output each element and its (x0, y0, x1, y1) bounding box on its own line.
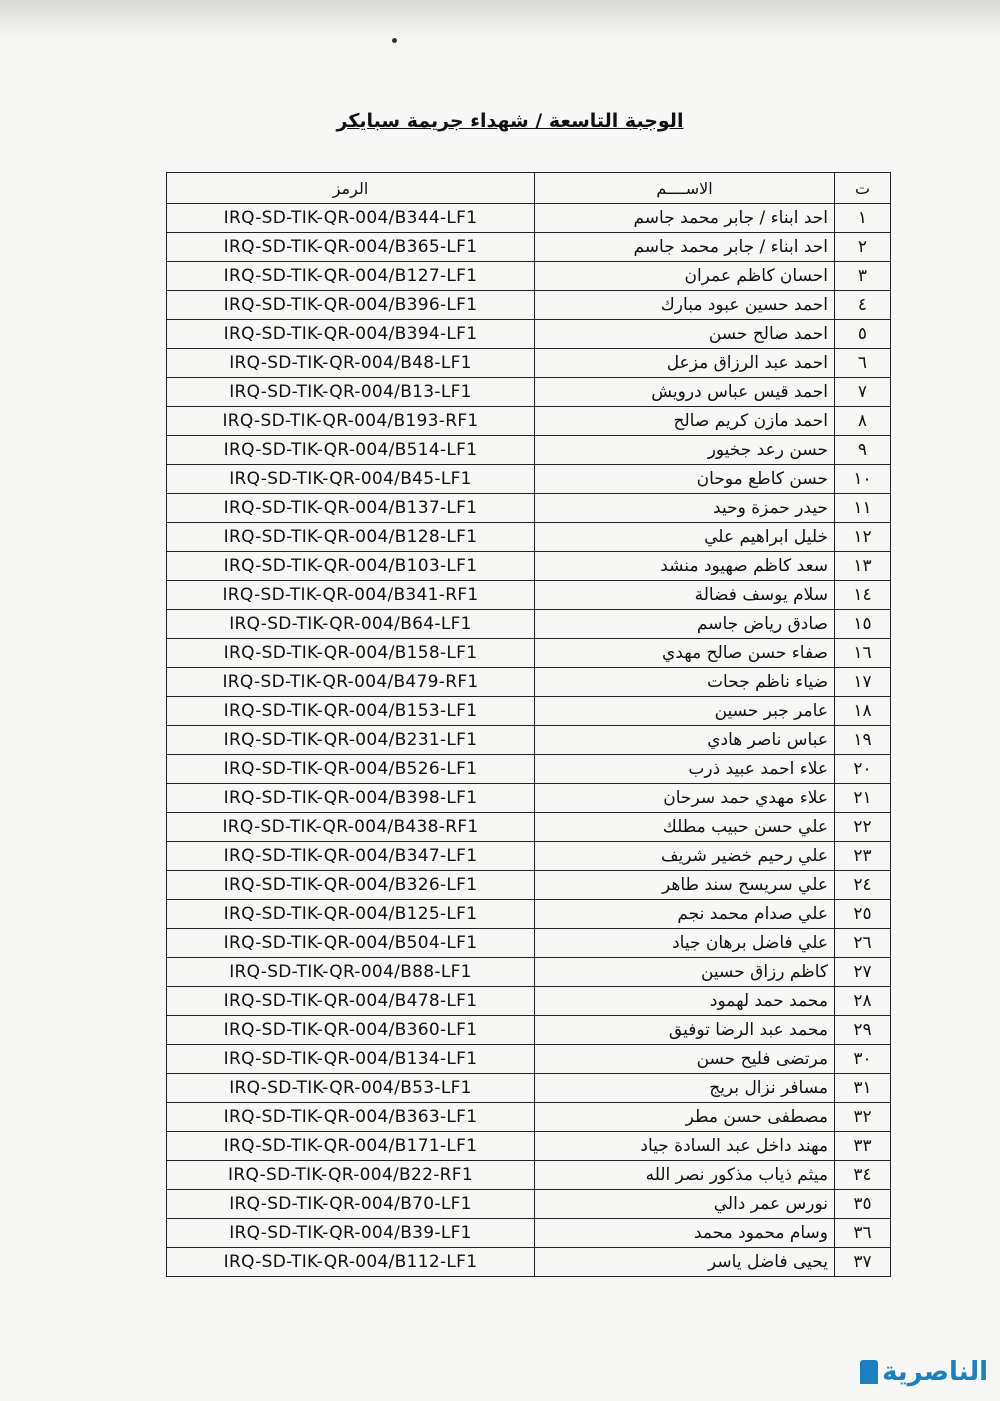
row-code: IRQ-SD-TIK-QR-004/B48-LF1 (167, 349, 535, 378)
table-row (167, 494, 891, 523)
row-code: IRQ-SD-TIK-QR-004/B171-LF1 (167, 1132, 535, 1161)
table-row (167, 871, 891, 900)
row-name: علي حسن حبيب مطلك (535, 813, 835, 842)
table-row (167, 465, 891, 494)
row-code: IRQ-SD-TIK-QR-004/B64-LF1 (167, 610, 535, 639)
row-code: IRQ-SD-TIK-QR-004/B13-LF1 (167, 378, 535, 407)
row-number: ١ (835, 204, 891, 233)
table-row (167, 1016, 891, 1045)
table-row (167, 958, 891, 987)
row-number: ٣٥ (835, 1190, 891, 1219)
table-row (167, 813, 891, 842)
table-row (167, 436, 891, 465)
row-number: ٣١ (835, 1074, 891, 1103)
row-name: علاء مهدي حمد سرحان (535, 784, 835, 813)
row-code: IRQ-SD-TIK-QR-004/B112-LF1 (167, 1248, 535, 1277)
row-code: IRQ-SD-TIK-QR-004/B45-LF1 (167, 465, 535, 494)
row-number: ٢٤ (835, 871, 891, 900)
row-number: ١٥ (835, 610, 891, 639)
row-number: ٣٠ (835, 1045, 891, 1074)
row-name: علي صدام محمد نجم (535, 900, 835, 929)
row-number: ١٤ (835, 581, 891, 610)
row-code: IRQ-SD-TIK-QR-004/B347-LF1 (167, 842, 535, 871)
row-number: ٢٩ (835, 1016, 891, 1045)
row-number: ٣٦ (835, 1219, 891, 1248)
table-row (167, 1074, 891, 1103)
row-number: ١١ (835, 494, 891, 523)
column-header-name: الاســــم (535, 173, 835, 204)
row-number: ٣٧ (835, 1248, 891, 1277)
scan-speck (392, 38, 397, 43)
row-number: ٢٦ (835, 929, 891, 958)
row-name: سلام يوسف فضالة (535, 581, 835, 610)
table-row (167, 378, 891, 407)
table-row (167, 1248, 891, 1277)
row-name: احد ابناء / جابر محمد جاسم (535, 233, 835, 262)
row-number: ٢٥ (835, 900, 891, 929)
row-number: ٢٣ (835, 842, 891, 871)
row-number: ٧ (835, 378, 891, 407)
row-number: ٢٧ (835, 958, 891, 987)
row-code: IRQ-SD-TIK-QR-004/B365-LF1 (167, 233, 535, 262)
row-number: ٤ (835, 291, 891, 320)
row-code: IRQ-SD-TIK-QR-004/B478-LF1 (167, 987, 535, 1016)
row-number: ٢ (835, 233, 891, 262)
table-row (167, 581, 891, 610)
row-name: حسن رعد جخيور (535, 436, 835, 465)
table-row (167, 755, 891, 784)
row-name: يحيى فاضل ياسر (535, 1248, 835, 1277)
row-number: ٢١ (835, 784, 891, 813)
table-row (167, 900, 891, 929)
row-number: ١٩ (835, 726, 891, 755)
row-name: خليل ابراهيم علي (535, 523, 835, 552)
row-name: مسافر نزال بريج (535, 1074, 835, 1103)
table-row (167, 233, 891, 262)
table-row (167, 668, 891, 697)
row-code: IRQ-SD-TIK-QR-004/B526-LF1 (167, 755, 535, 784)
table-row (167, 1045, 891, 1074)
row-name: احمد قيس عباس درويش (535, 378, 835, 407)
row-name: علي سريسح سند طاهر (535, 871, 835, 900)
row-number: ٨ (835, 407, 891, 436)
row-code: IRQ-SD-TIK-QR-004/B125-LF1 (167, 900, 535, 929)
table-row (167, 1103, 891, 1132)
scan-edge-shadow (0, 0, 1000, 40)
row-name: صفاء حسن صالح مهدي (535, 639, 835, 668)
row-code: IRQ-SD-TIK-QR-004/B326-LF1 (167, 871, 535, 900)
row-name: مهند داخل عبد السادة جياد (535, 1132, 835, 1161)
row-name: احمد حسين عبود مبارك (535, 291, 835, 320)
table-row (167, 204, 891, 233)
row-name: حيدر حمزة وحيد (535, 494, 835, 523)
row-name: ميثم ذياب مذكور نصر الله (535, 1161, 835, 1190)
row-number: ٣٢ (835, 1103, 891, 1132)
row-number: ٢٠ (835, 755, 891, 784)
row-code: IRQ-SD-TIK-QR-004/B103-LF1 (167, 552, 535, 581)
table-row (167, 1132, 891, 1161)
column-header-number: ت (835, 173, 891, 204)
row-name: عباس ناصر هادي (535, 726, 835, 755)
row-number: ٥ (835, 320, 891, 349)
row-code: IRQ-SD-TIK-QR-004/B344-LF1 (167, 204, 535, 233)
logo-mark-icon (860, 1360, 878, 1384)
row-code: IRQ-SD-TIK-QR-004/B128-LF1 (167, 523, 535, 552)
table-header-row (167, 173, 891, 204)
row-name: كاظم رزاق حسين (535, 958, 835, 987)
row-code: IRQ-SD-TIK-QR-004/B514-LF1 (167, 436, 535, 465)
row-name: احمد عبد الرزاق مزعل (535, 349, 835, 378)
row-number: ٦ (835, 349, 891, 378)
table-row (167, 610, 891, 639)
table-row (167, 523, 891, 552)
table-row (167, 262, 891, 291)
row-code: IRQ-SD-TIK-QR-004/B231-LF1 (167, 726, 535, 755)
row-name: حسن كاطع موحان (535, 465, 835, 494)
row-number: ٣٣ (835, 1132, 891, 1161)
row-code: IRQ-SD-TIK-QR-004/B193-RF1 (167, 407, 535, 436)
document-title: الوجبة التاسعة / شهداء جريمة سبايكر (336, 110, 684, 132)
table-row (167, 842, 891, 871)
row-number: ١٧ (835, 668, 891, 697)
table-row (167, 697, 891, 726)
row-name: محمد حمد لهمود (535, 987, 835, 1016)
table-row (167, 726, 891, 755)
row-code: IRQ-SD-TIK-QR-004/B39-LF1 (167, 1219, 535, 1248)
row-code: IRQ-SD-TIK-QR-004/B22-RF1 (167, 1161, 535, 1190)
site-logo (860, 1357, 988, 1387)
row-code: IRQ-SD-TIK-QR-004/B134-LF1 (167, 1045, 535, 1074)
table-row (167, 1190, 891, 1219)
row-code: IRQ-SD-TIK-QR-004/B53-LF1 (167, 1074, 535, 1103)
table-row (167, 320, 891, 349)
table-row (167, 784, 891, 813)
row-code: IRQ-SD-TIK-QR-004/B396-LF1 (167, 291, 535, 320)
row-name: مصطفى حسن مطر (535, 1103, 835, 1132)
table-row (167, 929, 891, 958)
row-name: احد ابناء / جابر محمد جاسم (535, 204, 835, 233)
row-name: محمد عبد الرضا توفيق (535, 1016, 835, 1045)
row-code: IRQ-SD-TIK-QR-004/B363-LF1 (167, 1103, 535, 1132)
row-name: ضياء ناظم جحات (535, 668, 835, 697)
row-number: ١٠ (835, 465, 891, 494)
row-code: IRQ-SD-TIK-QR-004/B153-LF1 (167, 697, 535, 726)
row-name: علاء احمد عبيد ذرب (535, 755, 835, 784)
row-name: نورس عمر دالي (535, 1190, 835, 1219)
table-row (167, 639, 891, 668)
row-number: ٢٨ (835, 987, 891, 1016)
row-name: احسان كاظم عمران (535, 262, 835, 291)
row-number: ٢٢ (835, 813, 891, 842)
table-row (167, 291, 891, 320)
row-name: احمد مازن كريم صالح (535, 407, 835, 436)
table-row (167, 407, 891, 436)
row-name: احمد صالح حسن (535, 320, 835, 349)
row-code: IRQ-SD-TIK-QR-004/B479-RF1 (167, 668, 535, 697)
row-number: ٩ (835, 436, 891, 465)
table-row (167, 349, 891, 378)
row-code: IRQ-SD-TIK-QR-004/B394-LF1 (167, 320, 535, 349)
row-number: ١٢ (835, 523, 891, 552)
row-number: ٣٤ (835, 1161, 891, 1190)
row-name: عامر جبر حسين (535, 697, 835, 726)
row-name: مرتضى فليح حسن (535, 1045, 835, 1074)
row-code: IRQ-SD-TIK-QR-004/B360-LF1 (167, 1016, 535, 1045)
row-code: IRQ-SD-TIK-QR-004/B341-RF1 (167, 581, 535, 610)
row-number: ١٨ (835, 697, 891, 726)
row-code: IRQ-SD-TIK-QR-004/B438-RF1 (167, 813, 535, 842)
row-number: ٣ (835, 262, 891, 291)
row-name: سعد كاظم صهيود منشد (535, 552, 835, 581)
row-name: علي فاضل برهان جياد (535, 929, 835, 958)
martyrs-table (166, 172, 891, 1277)
table-row (167, 987, 891, 1016)
row-code: IRQ-SD-TIK-QR-004/B70-LF1 (167, 1190, 535, 1219)
row-number: ١٦ (835, 639, 891, 668)
row-name: صادق رياض جاسم (535, 610, 835, 639)
row-number: ١٣ (835, 552, 891, 581)
row-code: IRQ-SD-TIK-QR-004/B127-LF1 (167, 262, 535, 291)
row-code: IRQ-SD-TIK-QR-004/B88-LF1 (167, 958, 535, 987)
row-code: IRQ-SD-TIK-QR-004/B158-LF1 (167, 639, 535, 668)
table-row (167, 1161, 891, 1190)
row-code: IRQ-SD-TIK-QR-004/B504-LF1 (167, 929, 535, 958)
table-row (167, 552, 891, 581)
row-code: IRQ-SD-TIK-QR-004/B398-LF1 (167, 784, 535, 813)
logo-text: الناصرية (882, 1357, 988, 1387)
row-name: وسام محمود محمد (535, 1219, 835, 1248)
table-row (167, 1219, 891, 1248)
row-name: علي رحيم خضير شريف (535, 842, 835, 871)
column-header-code: الرمز (167, 173, 535, 204)
row-code: IRQ-SD-TIK-QR-004/B137-LF1 (167, 494, 535, 523)
